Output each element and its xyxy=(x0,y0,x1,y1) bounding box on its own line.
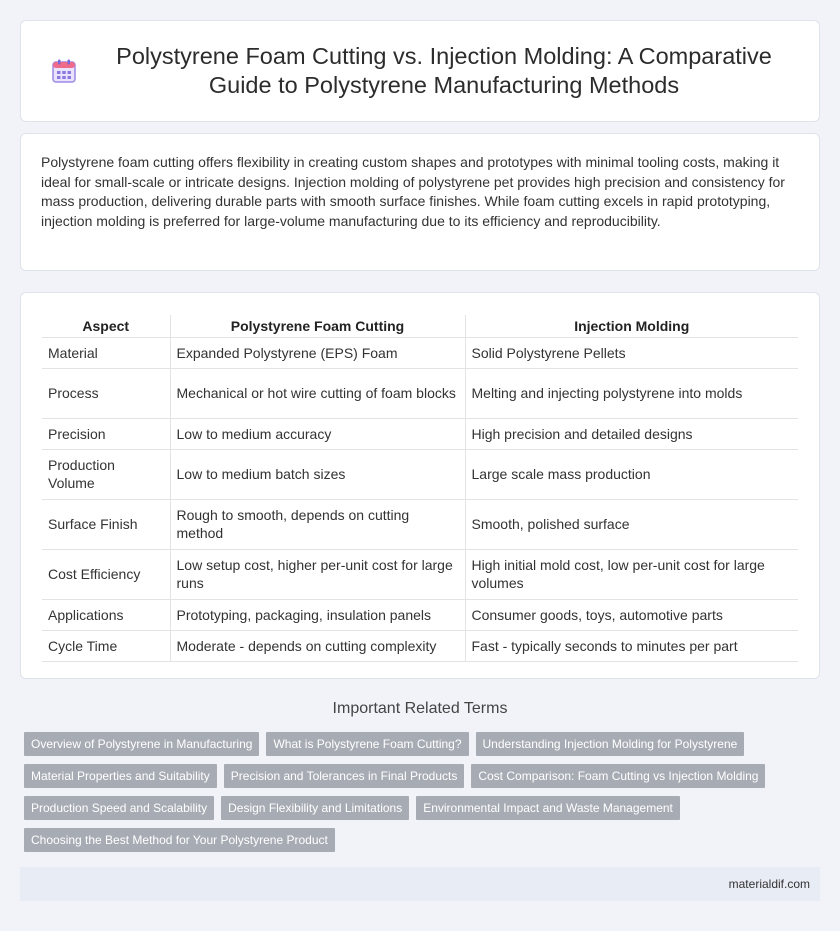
row-injection-molding: Smooth, polished surface xyxy=(465,499,798,549)
table-row xyxy=(42,418,798,449)
row-aspect: Cycle Time xyxy=(42,630,170,661)
related-term-tag[interactable]: What is Polystyrene Foam Cutting? xyxy=(266,732,468,756)
related-term-tag[interactable]: Design Flexibility and Limitations xyxy=(221,796,409,820)
intro-card xyxy=(20,133,820,271)
row-aspect: Material xyxy=(42,337,170,368)
table-row xyxy=(42,337,798,368)
row-injection-molding: Fast - typically seconds to minutes per part xyxy=(465,630,798,661)
table-row xyxy=(42,599,798,630)
row-aspect: Cost Efficiency xyxy=(42,549,170,599)
calendar-icon xyxy=(51,58,77,84)
row-foam-cutting: Low to medium batch sizes xyxy=(170,449,465,499)
row-injection-molding: Consumer goods, toys, automotive parts xyxy=(465,599,798,630)
row-aspect: Process xyxy=(42,368,170,418)
header-injection-molding: Injection Molding xyxy=(465,315,798,337)
related-term-tag[interactable]: Precision and Tolerances in Final Products xyxy=(224,764,465,788)
row-injection-molding: Melting and injecting polystyrene into molds xyxy=(465,368,798,418)
footer xyxy=(20,867,820,901)
row-foam-cutting: Rough to smooth, depends on cutting method xyxy=(170,499,465,549)
page-title: Polystyrene Foam Cutting vs. Injection Molding: A Comparative Guide to Polystyrene Manufacturing Methods xyxy=(116,43,772,98)
footer-site-link[interactable]: materialdif.com xyxy=(728,877,810,891)
related-term-tag[interactable]: Material Properties and Suitability xyxy=(24,764,217,788)
related-terms-title: Important Related Terms xyxy=(332,700,508,717)
row-aspect: Production Volume xyxy=(42,449,170,499)
row-foam-cutting: Mechanical or hot wire cutting of foam blocks xyxy=(170,368,465,418)
row-injection-molding: High precision and detailed designs xyxy=(465,418,798,449)
table-row xyxy=(42,449,798,499)
header-foam-cutting: Polystyrene Foam Cutting xyxy=(170,315,465,337)
header-aspect: Aspect xyxy=(42,315,170,337)
related-term-tag[interactable]: Cost Comparison: Foam Cutting vs Injection Molding xyxy=(471,764,765,788)
row-injection-molding: Large scale mass production xyxy=(465,449,798,499)
table-row xyxy=(42,368,798,418)
table-header-row xyxy=(42,315,798,337)
related-term-tag[interactable]: Environmental Impact and Waste Management xyxy=(416,796,680,820)
related-term-tag[interactable]: Overview of Polystyrene in Manufacturing xyxy=(24,732,259,756)
comparison-table xyxy=(42,315,798,662)
row-injection-molding: High initial mold cost, low per-unit cost for large volumes xyxy=(465,549,798,599)
row-foam-cutting: Low to medium accuracy xyxy=(170,418,465,449)
row-injection-molding: Solid Polystyrene Pellets xyxy=(465,337,798,368)
row-foam-cutting: Low setup cost, higher per-unit cost for large runs xyxy=(170,549,465,599)
row-aspect: Precision xyxy=(42,418,170,449)
row-foam-cutting: Moderate - depends on cutting complexity xyxy=(170,630,465,661)
table-row xyxy=(42,549,798,599)
row-foam-cutting: Prototyping, packaging, insulation panels xyxy=(170,599,465,630)
related-term-tag[interactable]: Choosing the Best Method for Your Polystyrene Product xyxy=(24,828,335,852)
related-term-tag[interactable]: Production Speed and Scalability xyxy=(24,796,214,820)
comparison-card xyxy=(20,292,820,679)
row-foam-cutting: Expanded Polystyrene (EPS) Foam xyxy=(170,337,465,368)
row-aspect: Surface Finish xyxy=(42,499,170,549)
table-row xyxy=(42,499,798,549)
related-terms-list xyxy=(24,732,824,860)
related-term-tag[interactable]: Understanding Injection Molding for Polystyrene xyxy=(476,732,745,756)
row-aspect: Applications xyxy=(42,599,170,630)
intro-paragraph: Polystyrene foam cutting offers flexibility in creating custom shapes and prototypes with minimal tooling costs, making it ideal for small-scale or intricate designs. Injection molding of polystyrene pet provides high precision and consistency for mass production, delivering durable parts with smooth surface finishes. While foam cutting excels in rapid prototyping, injection molding is preferred for large-volume manufacturing due to its efficiency and reproducibility. xyxy=(41,154,785,229)
table-row xyxy=(42,630,798,661)
title-wrap xyxy=(21,21,819,121)
title-card xyxy=(20,20,820,122)
